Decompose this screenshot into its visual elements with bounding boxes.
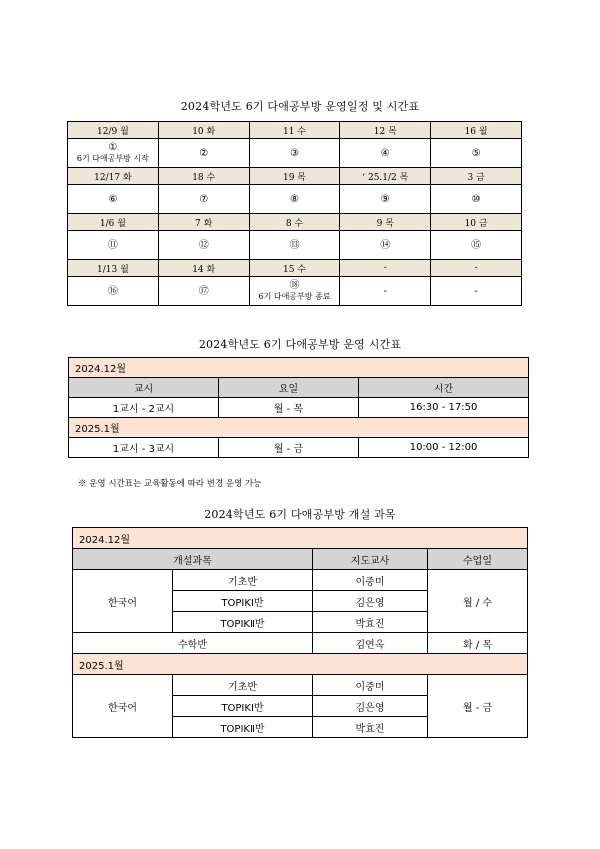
schedule-session-cell (249, 185, 340, 214)
schedule-session-cell (158, 139, 249, 168)
timetable-header-time: 시간 (359, 378, 529, 398)
timetable-cell: 월 - 목 (219, 398, 359, 418)
session-number: ④ (380, 147, 390, 159)
courses-period-dec: 2024.12월 (73, 528, 528, 549)
schedule-date-cell: 1/6 월 (68, 214, 159, 231)
session-number: ① (108, 142, 118, 153)
schedule-session-cell (431, 185, 522, 214)
schedule-date-cell: 10 금 (431, 214, 522, 231)
schedule-date-cell: - (340, 260, 431, 277)
schedule-session-row (68, 277, 522, 306)
schedule-date-cell: 19 목 (249, 168, 340, 185)
course-days: 화 / 목 (428, 633, 528, 654)
timetable-cell: 10:00 - 12:00 (359, 438, 529, 458)
session-number: ⑰ (198, 285, 209, 297)
schedule-session-cell (431, 231, 522, 260)
schedule-date-cell: 12/17 화 (68, 168, 159, 185)
session-number: ⑯ (107, 285, 118, 297)
session-number: ⑱ (289, 280, 300, 291)
schedule-session-cell (68, 231, 159, 260)
courses-period-jan: 2025.1월 (73, 654, 528, 675)
timetable-cell: 월 - 금 (219, 438, 359, 458)
schedule-date-cell: - (431, 260, 522, 277)
schedule-session-cell (340, 139, 431, 168)
course-days: 월 - 금 (428, 675, 528, 738)
schedule-date-cell: 15 수 (249, 260, 340, 277)
schedule-session-cell (431, 139, 522, 168)
course-teacher: 이중미 (313, 570, 428, 591)
courses-header-teacher: 지도교사 (313, 549, 428, 570)
schedule-session-row (68, 139, 522, 168)
session-number: ⑮ (471, 239, 482, 251)
session-number: ⑬ (289, 239, 300, 251)
timetable-header-period: 교시 (69, 378, 219, 398)
course-teacher: 김연옥 (313, 633, 428, 654)
courses-header-subject: 개설과목 (73, 549, 313, 570)
session-number: - (474, 285, 478, 297)
schedule-date-cell: 7 화 (158, 214, 249, 231)
schedule-session-cell (158, 185, 249, 214)
schedule-session-cell (431, 277, 522, 306)
schedule-date-cell: 12/9 월 (68, 122, 159, 139)
timetable-header-day: 요일 (219, 378, 359, 398)
session-number: ⑭ (380, 239, 391, 251)
schedule-session-cell (68, 277, 159, 306)
course-teacher: 김은영 (313, 591, 428, 612)
session-note: 6기 다애공부방 시작 (76, 154, 149, 163)
schedule-title: 2024학년도 6기 다애공부방 운영일정 및 시간표 (180, 100, 420, 113)
course-subject-korean: 한국어 (73, 675, 173, 738)
session-note: 6기 다애공부방 종료 (258, 292, 331, 301)
session-number: ⑦ (199, 193, 209, 205)
timetable-remark: ※ 운영 시간표는 교육활동에 따라 변경 운영 가능 (78, 479, 262, 489)
course-teacher: 이중미 (313, 675, 428, 696)
schedule-date-cell: ‘ 25.1/2 목 (340, 168, 431, 185)
session-number: ⑪ (107, 239, 118, 251)
timetable-cell: 1교시 - 2교시 (69, 398, 219, 418)
session-number: ⑧ (290, 193, 299, 205)
session-number: ⑥ (108, 193, 118, 205)
course-level: 기초반 (173, 675, 313, 696)
timetable-cell: 1교시 - 3교시 (69, 438, 219, 458)
session-number: ⑩ (471, 193, 481, 205)
courses-header-days: 수업일 (428, 549, 528, 570)
schedule-session-cell (249, 277, 340, 306)
timetable-cell: 16:30 - 17:50 (359, 398, 529, 418)
timetable-table (68, 357, 529, 458)
schedule-date-cell: 16 월 (431, 122, 522, 139)
schedule-date-cell: 14 화 (158, 260, 249, 277)
course-level: TOPIKⅠ반 (173, 696, 313, 717)
schedule-session-cell (158, 231, 249, 260)
schedule-date-cell: 3 금 (431, 168, 522, 185)
session-number: ⑨ (380, 193, 390, 205)
schedule-session-cell (68, 185, 159, 214)
session-number: ③ (290, 147, 299, 159)
schedule-date-cell: 8 수 (249, 214, 340, 231)
course-subject-korean: 한국어 (73, 570, 173, 633)
schedule-session-cell (68, 139, 159, 168)
schedule-date-cell: 18 수 (158, 168, 249, 185)
schedule-date-cell: 1/13 월 (68, 260, 159, 277)
schedule-date-row (68, 122, 522, 139)
course-teacher: 박효진 (313, 612, 428, 633)
courses-title: 2024학년도 6기 다애공부방 개설 과목 (204, 508, 396, 521)
course-days: 월 / 수 (428, 570, 528, 633)
course-level: TOPIKⅠ반 (173, 591, 313, 612)
course-level: 기초반 (173, 570, 313, 591)
schedule-session-cell (340, 231, 431, 260)
schedule-date-cell: 10 화 (158, 122, 249, 139)
course-teacher: 김은영 (313, 696, 428, 717)
schedule-session-cell (249, 139, 340, 168)
session-number: ② (199, 147, 209, 159)
session-number: - (383, 285, 387, 297)
timetable-period-jan: 2025.1월 (69, 418, 529, 438)
courses-table (72, 527, 528, 738)
schedule-date-cell: 12 목 (340, 122, 431, 139)
course-level: TOPIKⅡ반 (173, 612, 313, 633)
timetable-period-dec: 2024.12월 (69, 358, 529, 378)
course-subject-math: 수학반 (73, 633, 313, 654)
schedule-date-cell: 11 수 (249, 122, 340, 139)
schedule-date-row (68, 168, 522, 185)
session-number: ⑫ (198, 239, 209, 251)
course-teacher: 박효진 (313, 717, 428, 738)
session-number: ⑤ (471, 147, 481, 159)
schedule-session-cell (340, 277, 431, 306)
timetable-title: 2024학년도 6기 다애공부방 운영 시간표 (198, 338, 402, 351)
schedule-session-cell (340, 185, 431, 214)
schedule-date-row (68, 214, 522, 231)
schedule-table (67, 121, 522, 306)
schedule-session-row (68, 185, 522, 214)
schedule-date-row (68, 260, 522, 277)
course-level: TOPIKⅡ반 (173, 717, 313, 738)
schedule-session-row (68, 231, 522, 260)
schedule-date-cell: 9 목 (340, 214, 431, 231)
schedule-session-cell (158, 277, 249, 306)
schedule-session-cell (249, 231, 340, 260)
